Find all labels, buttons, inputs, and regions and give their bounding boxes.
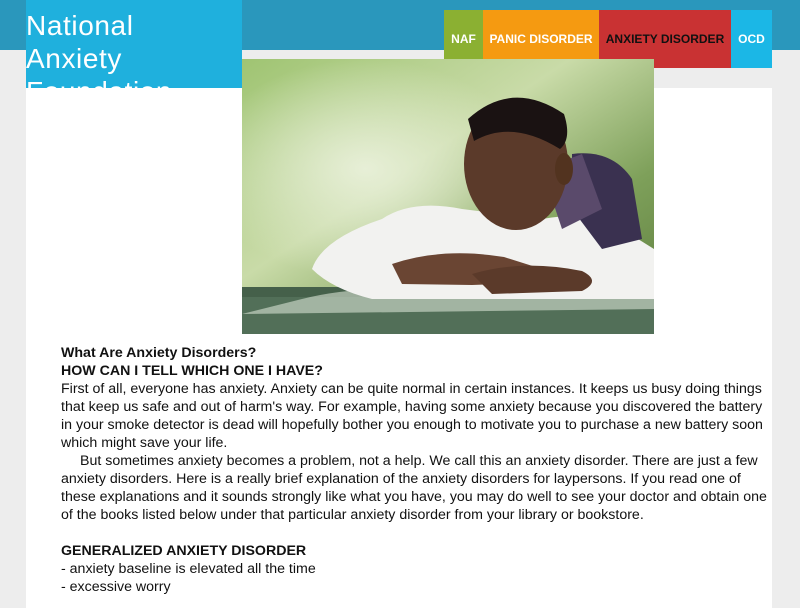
hero-photo: [242, 59, 654, 334]
list-item: - excessive worry: [61, 579, 171, 595]
article: [61, 344, 776, 596]
nav-item-naf[interactable]: NAF: [444, 10, 483, 68]
nav-item-anxiety-disorder[interactable]: ANXIETY DISORDER: [599, 10, 731, 68]
article-paragraph: But sometimes anxiety becomes a problem, not a help. We call this an anxiety disorder. There are just a few anxiety disorders. Here is a really brief explanation of the anxiety disorders for laypersons. If you read one of these explanations and it sounds strongly like what you have, you may do well to see your doctor and obtain one of the books listed below under that particular anxiety disorder from your library or bookstore.: [61, 453, 767, 523]
article-paragraph: First of all, everyone has anxiety. Anxiety can be quite normal in certain instances. It keeps us busy doing things that keep us safe and out of harm's way. For example, having some anxiety because you discovered the battery in your smoke detector is dead will hopefully bother you enough to motivate you to purchase a new battery soon which might save your life.: [61, 381, 763, 451]
article-subheading: HOW CAN I TELL WHICH ONE I HAVE?: [61, 363, 323, 379]
section-title-gad: GENERALIZED ANXIETY DISORDER: [61, 543, 307, 559]
list-item: - anxiety baseline is elevated all the time: [61, 561, 316, 577]
nav-item-ocd[interactable]: OCD: [731, 10, 772, 68]
logo-line-1: National: [26, 10, 134, 41]
logo-line-2: Anxiety: [26, 43, 123, 74]
article-heading: What Are Anxiety Disorders?: [61, 345, 257, 361]
nav-item-panic-disorder[interactable]: PANIC DISORDER: [483, 10, 599, 68]
